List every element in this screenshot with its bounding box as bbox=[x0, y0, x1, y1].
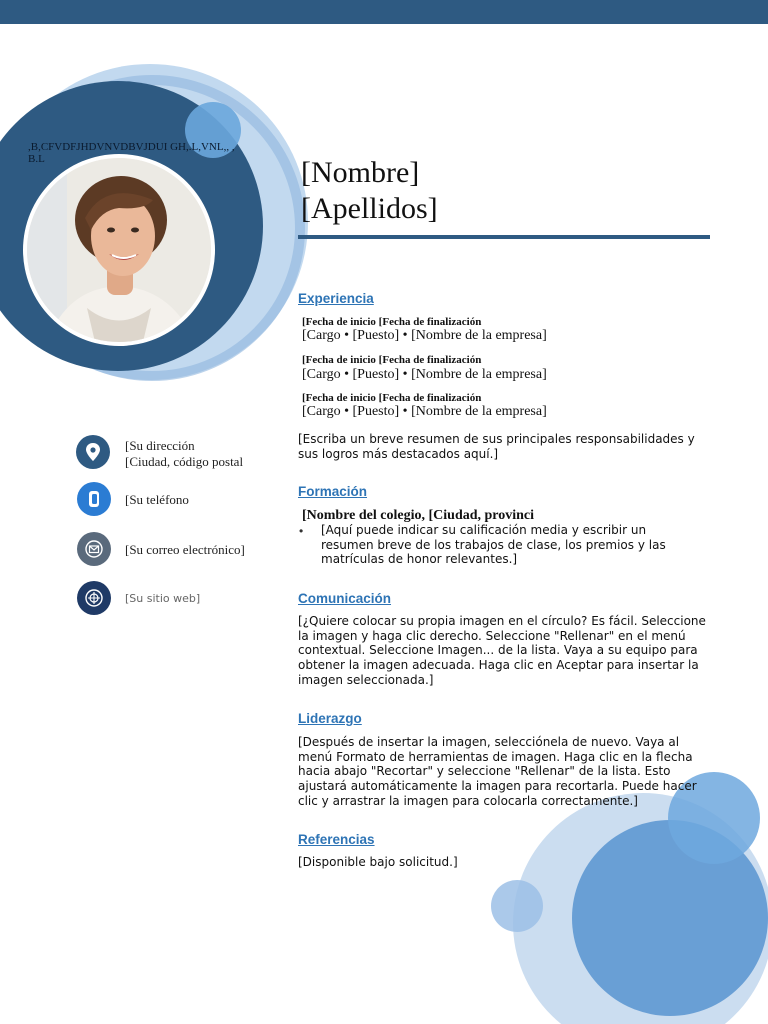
last-name: [Apellidos] bbox=[301, 192, 438, 225]
website-icon bbox=[77, 581, 111, 615]
deco-circle-br-small bbox=[491, 880, 543, 932]
job-3-dates: [Fecha de inicio [Fecha de finalización bbox=[302, 392, 482, 404]
phone-icon bbox=[77, 482, 111, 516]
job-2-line: [Cargo • [Puesto] • [Nombre de la empresa] bbox=[302, 367, 547, 382]
address-line-2: [Ciudad, código postal bbox=[125, 454, 244, 469]
references-heading: Referencias bbox=[298, 832, 375, 847]
phone-text: [Su teléfono bbox=[125, 492, 189, 507]
education-heading: Formación bbox=[298, 484, 368, 499]
job-1-dates: [Fecha de inicio [Fecha de finalización bbox=[302, 316, 482, 328]
references-text: [Disponible bajo solicitud.] bbox=[298, 855, 458, 869]
candidate-name bbox=[301, 155, 438, 227]
communication-heading: Comunicación bbox=[298, 591, 392, 606]
email-icon bbox=[77, 532, 111, 566]
experience-heading: Experiencia bbox=[298, 291, 374, 306]
education-detail: [Aquí puede indicar su calificación media y escribir un resumen breve de los trabajos de clase, los premios y las matrículas de honor relevantes.] bbox=[321, 523, 666, 567]
job-1-line: [Cargo • [Puesto] • [Nombre de la empresa] bbox=[302, 328, 547, 343]
leadership-heading: Liderazgo bbox=[298, 711, 362, 726]
map-pin-icon bbox=[76, 435, 110, 469]
first-name: [Nombre] bbox=[301, 156, 420, 189]
job-2-dates: [Fecha de inicio [Fecha de finalización bbox=[302, 354, 482, 366]
address-line-1: [Su dirección bbox=[125, 438, 195, 453]
profile-photo bbox=[27, 158, 211, 342]
scribble-text: ,B,CFVDFJHDVNVDBVJDUI GH,.L,VNL,, ,B.L bbox=[28, 141, 235, 165]
education-school: [Nombre del colegio, [Ciudad, provinci bbox=[302, 508, 535, 523]
experience-summary: [Escriba un breve resumen de sus principales responsabilidades y sus logros más destacados aquí.] bbox=[298, 432, 695, 461]
email-text: [Su correo electrónico] bbox=[125, 542, 245, 557]
website-text: [Su sitio web] bbox=[125, 592, 201, 605]
communication-text: [¿Quiere colocar su propia imagen en el círculo? Es fácil. Seleccione la imagen y haga clic derecho. Seleccione "Rellenar" en el menú contextual. Seleccione Imagen... de la lista. Vaya a su equipo para obtener la imagen adecuada. Haga clic en Aceptar para insertar la imagen seleccionada.] bbox=[298, 614, 706, 687]
job-3-line: [Cargo • [Puesto] • [Nombre de la empresa] bbox=[302, 404, 547, 419]
education-bullet: • bbox=[299, 524, 304, 538]
leadership-text: [Después de insertar la imagen, selecciónela de nuevo. Vaya al menú Formato de herramientas de imagen. Haga clic en la flecha hacia abajo "Recortar" y seleccione "Rellenar" de la lista. Esto ajustará automáticamente la imagen para recortarla. Puede hacer clic y arrastrar la imagen para colocarla correctamente.] bbox=[298, 735, 697, 808]
name-divider bbox=[298, 235, 710, 239]
